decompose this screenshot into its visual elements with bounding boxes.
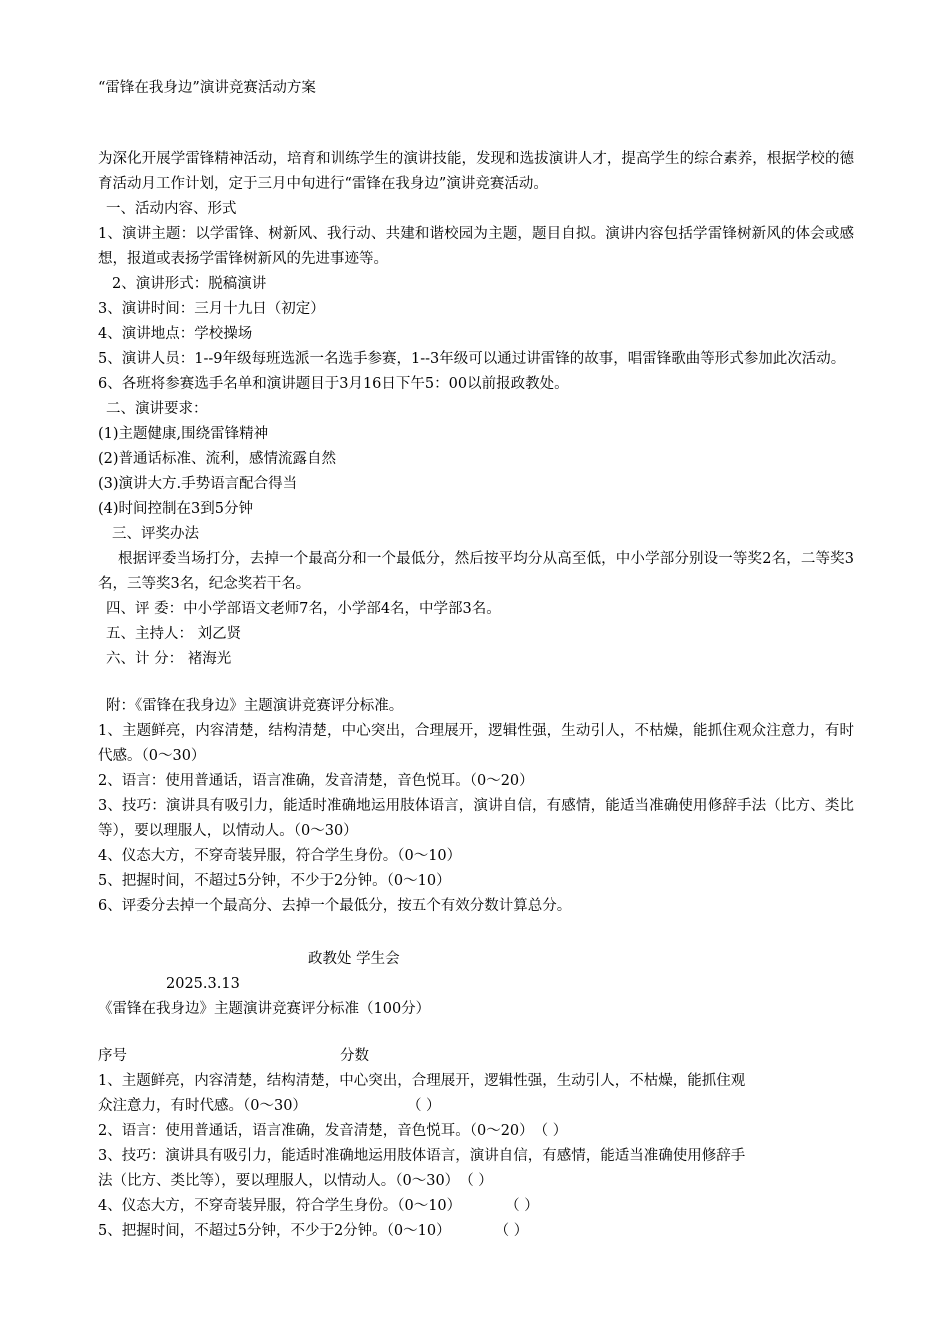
score-blank[interactable]: （ ）: [533, 1123, 568, 1139]
document-page: [98, 72, 854, 1244]
score-row-1: [98, 1069, 854, 1119]
section-2-heading: 二、演讲要求：: [106, 401, 208, 417]
appendix-item-1: 1、主题鲜亮，内容清楚，结构清楚，中心突出，合理展开，逻辑性强，生动引人，不枯燥，能抓住观众注意力，有时代感。（0～30）: [98, 723, 854, 764]
s2-item-3: (3)演讲大方.手势语言配合得当: [98, 476, 298, 492]
s1-item-6: 6、各班将参赛选手名单和演讲题目于3月16日下午5：00以前报政教处。: [98, 376, 569, 392]
appendix-item-2: 2、语言：使用普通话，语言准确，发音清楚，音色悦耳。（0～20）: [98, 773, 534, 789]
score-row-text: 4、仪态大方，不穿奇装异服，符合学生身份。（0～10）: [98, 1198, 462, 1214]
signature-date: 2025.3.13: [166, 976, 240, 992]
s1-item-2: 2、演讲形式：脱稿演讲: [112, 276, 267, 292]
section-4: 四、评 委：中小学部语文老师7名，小学部4名，中学部3名。: [106, 601, 501, 617]
s1-item-4: 4、演讲地点：学校操场: [98, 326, 253, 342]
s2-item-2: (2)普通话标准、流利，感情流露自然: [98, 451, 337, 467]
score-row-5: [98, 1219, 854, 1244]
score-blank[interactable]: （ ）: [494, 1223, 529, 1239]
score-blank[interactable]: （ ）: [459, 1173, 493, 1189]
s1-item-5: 5、演讲人员：1--9年级每班选派一名选手参赛，1--3年级可以通过讲雷锋的故事，唱雷锋歌曲等形式参加此次活动。: [98, 351, 846, 367]
score-row-4: [98, 1194, 854, 1219]
appendix-item-5: 5、把握时间，不超过5分钟，不少于2分钟。（0～10）: [98, 873, 451, 889]
appendix-heading: 附：《雷锋在我身边》主题演讲竞赛评分标准。: [106, 698, 404, 714]
score-row-text: 2、语言：使用普通话，语言准确，发音清楚，音色悦耳。（0～20）: [98, 1123, 534, 1139]
score-row-2: [98, 1119, 854, 1144]
intro-paragraph: 为深化开展学雷锋精神活动，培育和训练学生的演讲技能，发现和选拔演讲人才，提高学生的综合素养，根据学校的德育活动月工作计划，定于三月中旬进行“雷锋在我身边”演讲竞赛活动。: [98, 151, 854, 192]
score-row-text: 3、技巧：演讲具有吸引力，能适时准确地运用肢体语言，演讲自信，有感情，能适当准确使用修辞手: [98, 1148, 746, 1164]
section-5-host: 五、主持人： 刘乙贤: [106, 626, 242, 642]
s1-item-1: 1、演讲主题：以学雷锋、树新风、我行动、共建和谐校园为主题，题目自拟。演讲内容包括学雷锋树新风的体会或感想，报道或表扬学雷锋树新风的先进事迹等。: [98, 226, 854, 267]
column-sequence: 序号: [98, 1048, 127, 1064]
signature-organization: 政教处 学生会: [308, 951, 400, 967]
score-row-text: 5、把握时间，不超过5分钟，不少于2分钟。（0～10）: [98, 1223, 451, 1239]
section-3-text: 根据评委当场打分，去掉一个最高分和一个最低分，然后按平均分从高至低，中小学部分别设一等奖2名，二等奖3名，三等奖3名，纪念奖若干名。: [98, 551, 854, 592]
score-blank[interactable]: （ ）: [505, 1198, 539, 1214]
column-score: 分数: [340, 1048, 369, 1064]
section-6-scorer: 六、计 分： 褚海光: [106, 651, 232, 667]
score-row-text: 1、主题鲜亮，内容清楚，结构清楚，中心突出，合理展开，逻辑性强，生动引人，不枯燥，能抓住观: [98, 1073, 746, 1089]
score-row-text-cont: 法（比方、类比等），要以理服人，以情动人。（0～30）（ ）: [98, 1169, 854, 1194]
score-table-title: 《雷锋在我身边》主题演讲竞赛评分标准（100分）: [98, 1001, 431, 1017]
section-1-heading: 一、活动内容、形式: [106, 201, 237, 217]
appendix-item-3: 3、技巧：演讲具有吸引力，能适时准确地运用肢体语言，演讲自信，有感情，能适当准确使用修辞手法（比方、类比等），要以理服人，以情动人。（0～30）: [98, 798, 854, 839]
section-3-heading: 三、评奖办法: [112, 526, 199, 542]
s2-item-4: (4)时间控制在3到5分钟: [98, 501, 253, 517]
s1-item-3: 3、演讲时间：三月十九日（初定）: [98, 301, 325, 317]
score-blank[interactable]: （ ）: [406, 1098, 441, 1114]
document-title: “雷锋在我身边”演讲竞赛活动方案: [98, 80, 316, 96]
appendix-item-4: 4、仪态大方，不穿奇装异服，符合学生身份。（0～10）: [98, 848, 462, 864]
score-row-text-cont: 众注意力，有时代感。（0～30） （ ）: [98, 1094, 854, 1119]
score-row-3: [98, 1144, 854, 1194]
s2-item-1: (1)主题健康,围绕雷锋精神: [98, 426, 269, 442]
score-table-header: [98, 1044, 854, 1069]
appendix-item-6: 6、评委分去掉一个最高分、去掉一个最低分，按五个有效分数计算总分。: [98, 898, 572, 914]
